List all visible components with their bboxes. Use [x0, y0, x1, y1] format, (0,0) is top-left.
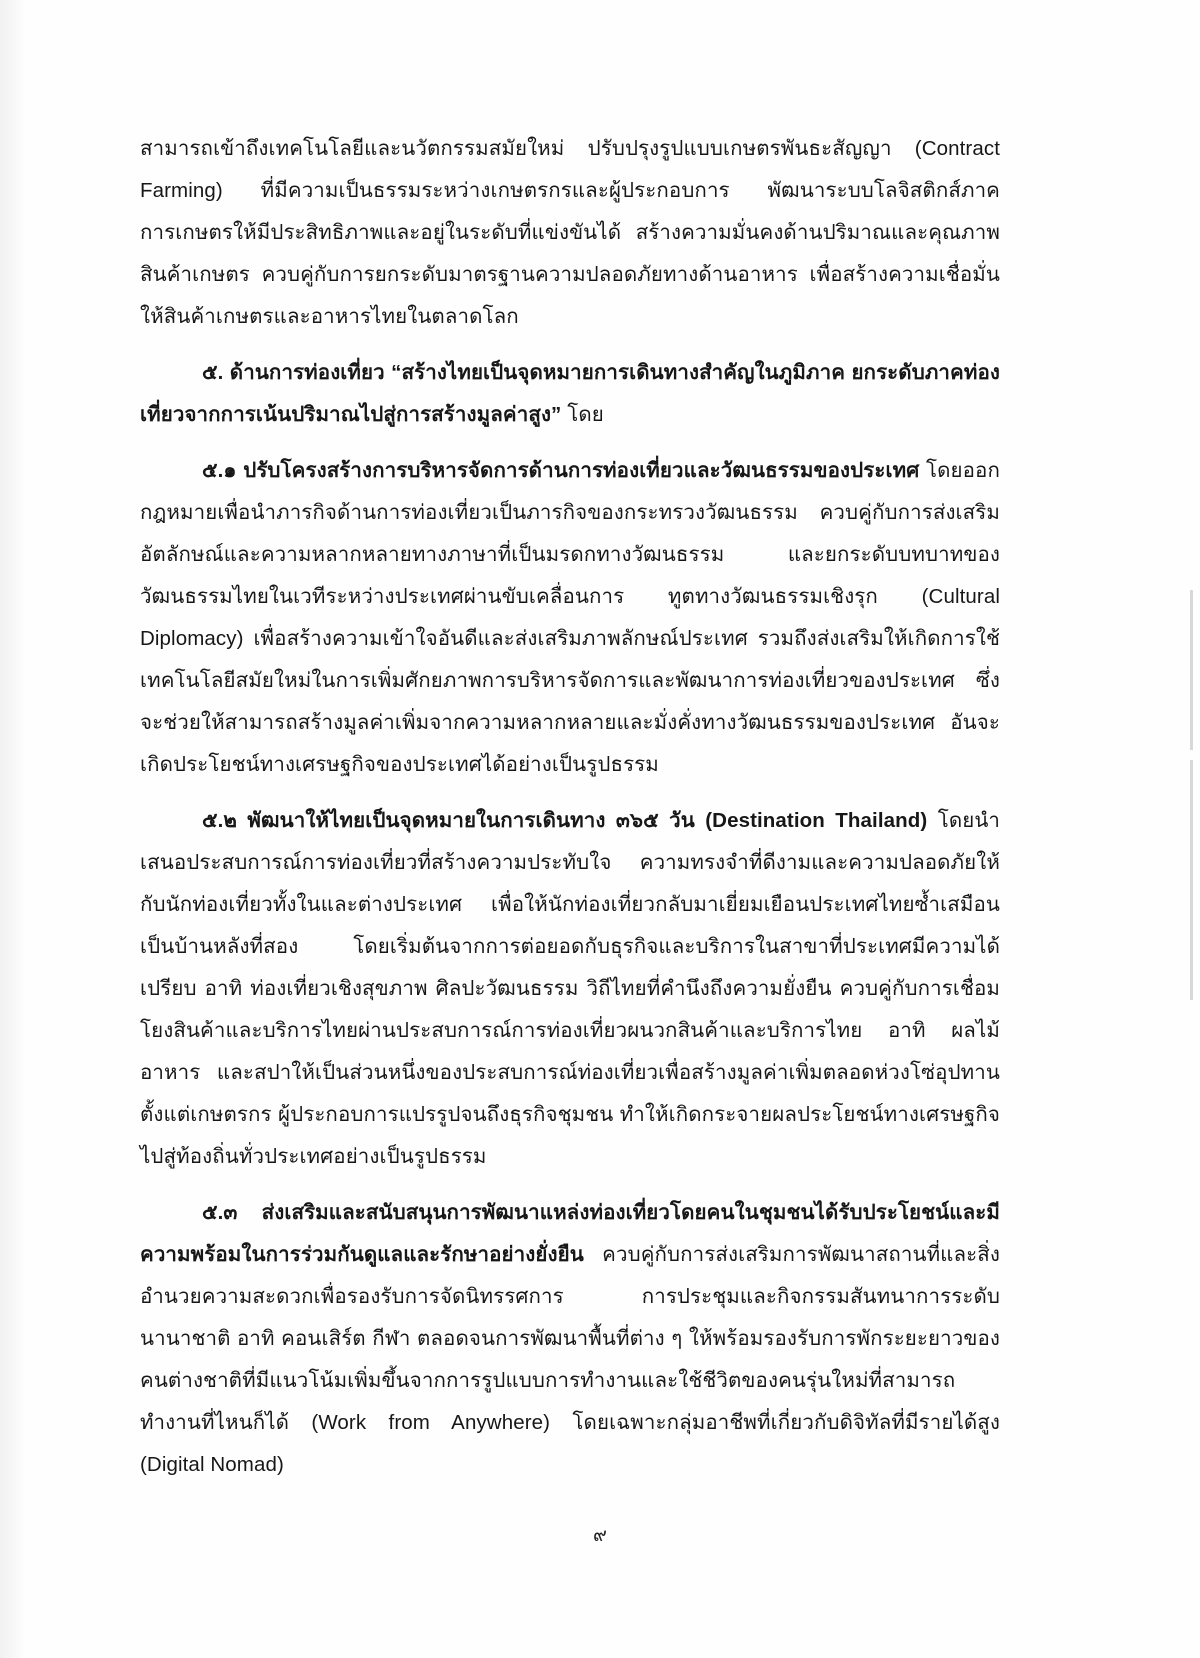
text-run-bold: ๕.๒ พัฒนาให้ไทยเป็นจุดหมายในการเดินทาง ๓๖๕ วัน (Destination Thailand)	[202, 809, 928, 832]
paragraph-intro	[140, 128, 1000, 338]
text-run-bold: ๕. ด้านการท่องเที่ยว “สร้างไทยเป็นจุดหมายการเดินทางสำคัญในภูมิภาค ยกระดับภาคท่องเที่ยวจากการเน้นปริมาณไปสู่การสร้างมูลค่าสูง”	[140, 361, 1000, 426]
paragraph-section-5	[140, 352, 1000, 436]
text-run: โดย	[561, 403, 604, 426]
paragraph-section-5-1	[140, 450, 1000, 786]
text-run-bold: ๕.๑ ปรับโครงสร้างการบริหารจัดการด้านการท่องเที่ยวและวัฒนธรรมของประเทศ	[202, 459, 920, 482]
page-left-shadow	[0, 0, 26, 1658]
scan-artifact-lower	[1190, 760, 1193, 1000]
text-run: โดยออกกฎหมายเพื่อนำภารกิจด้านการท่องเที่ยวเป็นภารกิจของกระทรวงวัฒนธรรม ควบคู่กับการส่งเสริมอัตลักษณ์และความหลากหลายทางภาษาที่เป็นมรดกทางวัฒนธรรม และยกระดับบทบาทของวัฒนธรรมไทยในเวทีระหว่างประเทศผ่านขับเคลื่อนการ ทูตทางวัฒนธรรมเชิงรุก (Cultural Diplomacy) เพื่อสร้างความเข้าใจอันดีและส่งเสริมภาพลักษณ์ประเทศ รวมถึงส่งเสริมให้เกิดการใช้เทคโนโลยีสมัยใหม่ในการเพิ่มศักยภาพการบริหารจัดการและพัฒนาการท่องเที่ยวของประเทศ ซึ่งจะช่วยให้สามารถสร้างมูลค่าเพิ่มจากความหลากหลายและมั่งคั่งทางวัฒนธรรมของประเทศ อันจะเกิดประโยชน์ทางเศรษฐกิจของประเทศได้อย่างเป็นรูปธรรม	[140, 459, 1000, 776]
document-body	[140, 128, 1000, 1486]
text-run: โดยนำเสนอประสบการณ์การท่องเที่ยวที่สร้างความประทับใจ ความทรงจำที่ดีงามและความปลอดภัยให้กับนักท่องเที่ยวทั้งในและต่างประเทศ เพื่อให้นักท่องเที่ยวกลับมาเยี่ยมเยือนประเทศไทยซ้ำเสมือนเป็นบ้านหลังที่สอง โดยเริ่มต้นจากการต่อยอดกับธุรกิจและบริการในสาขาที่ประเทศมีความได้เปรียบ อาทิ ท่องเที่ยวเชิงสุขภาพ ศิลปะวัฒนธรรม วิถีไทยที่คำนึงถึงความยั่งยืน ควบคู่กับการเชื่อมโยงสินค้าและบริการไทยผ่านประสบการณ์การท่องเที่ยวผนวกสินค้าและบริการไทย อาทิ ผลไม้ อาหาร และสปาให้เป็นส่วนหนึ่งของประสบการณ์ท่องเที่ยวเพื่อสร้างมูลค่าเพิ่มตลอดห่วงโซ่อุปทานตั้งแต่เกษตรกร ผู้ประกอบการแปรรูปจนถึงธุรกิจชุมชน ทำให้เกิดกระจายผลประโยชน์ทางเศรษฐกิจไปสู่ท้องถิ่นทั่วประเทศอย่างเป็นรูปธรรม	[140, 809, 1000, 1168]
text-run: สามารถเข้าถึงเทคโนโลยีและนวัตกรรมสมัยใหม่ ปรับปรุงรูปแบบเกษตรพันธะสัญญา (Contract Farming) ที่มีความเป็นธรรมระหว่างเกษตรกรและผู้ประกอบการ พัฒนาระบบโลจิสติกส์ภาคการเกษตรให้มีประสิทธิภาพและอยู่ในระดับที่แข่งขันได้ สร้างความมั่นคงด้านปริมาณและคุณภาพสินค้าเกษตร ควบคู่กับการยกระดับมาตรฐานความปลอดภัยทางด้านอาหาร เพื่อสร้างความเชื่อมั่นให้สินค้าเกษตรและอาหารไทยในตลาดโลก	[140, 137, 1000, 328]
scan-artifact-upper	[1190, 590, 1193, 750]
text-run: ควบคู่กับการส่งเสริมการพัฒนาสถานที่และสิ่งอำนวยความสะดวกเพื่อรองรับการจัดนิทรรศการ การประชุมและกิจกรรมสันทนาการระดับนานาชาติ อาทิ คอนเสิร์ต กีฬา ตลอดจนการพัฒนาพื้นที่ต่าง ๆ ให้พร้อมรองรับการพักระยะยาวของคนต่างชาติที่มีแนวโน้มเพิ่มขึ้นจากการรูปแบบการทำงานและใช้ชีวิตของคนรุ่นใหม่ที่สามารถทำงานที่ไหนก็ได้ (Work from Anywhere) โดยเฉพาะกลุ่มอาชีพที่เกี่ยวกับดิจิทัลที่มีรายได้สูง (Digital Nomad)	[140, 1243, 1000, 1476]
page-number: ๙	[593, 1525, 607, 1546]
text-run-bold: ๕.๓ ส่งเสริมและสนับสนุนการพัฒนาแหล่งท่องเที่ยวโดยคนในชุมชนได้รับประโยชน์และมีความพร้อมในการร่วมกันดูแลและรักษาอย่างยั่งยืน	[140, 1201, 1000, 1266]
paragraph-section-5-3	[140, 1192, 1000, 1486]
paragraph-section-5-2	[140, 800, 1000, 1178]
